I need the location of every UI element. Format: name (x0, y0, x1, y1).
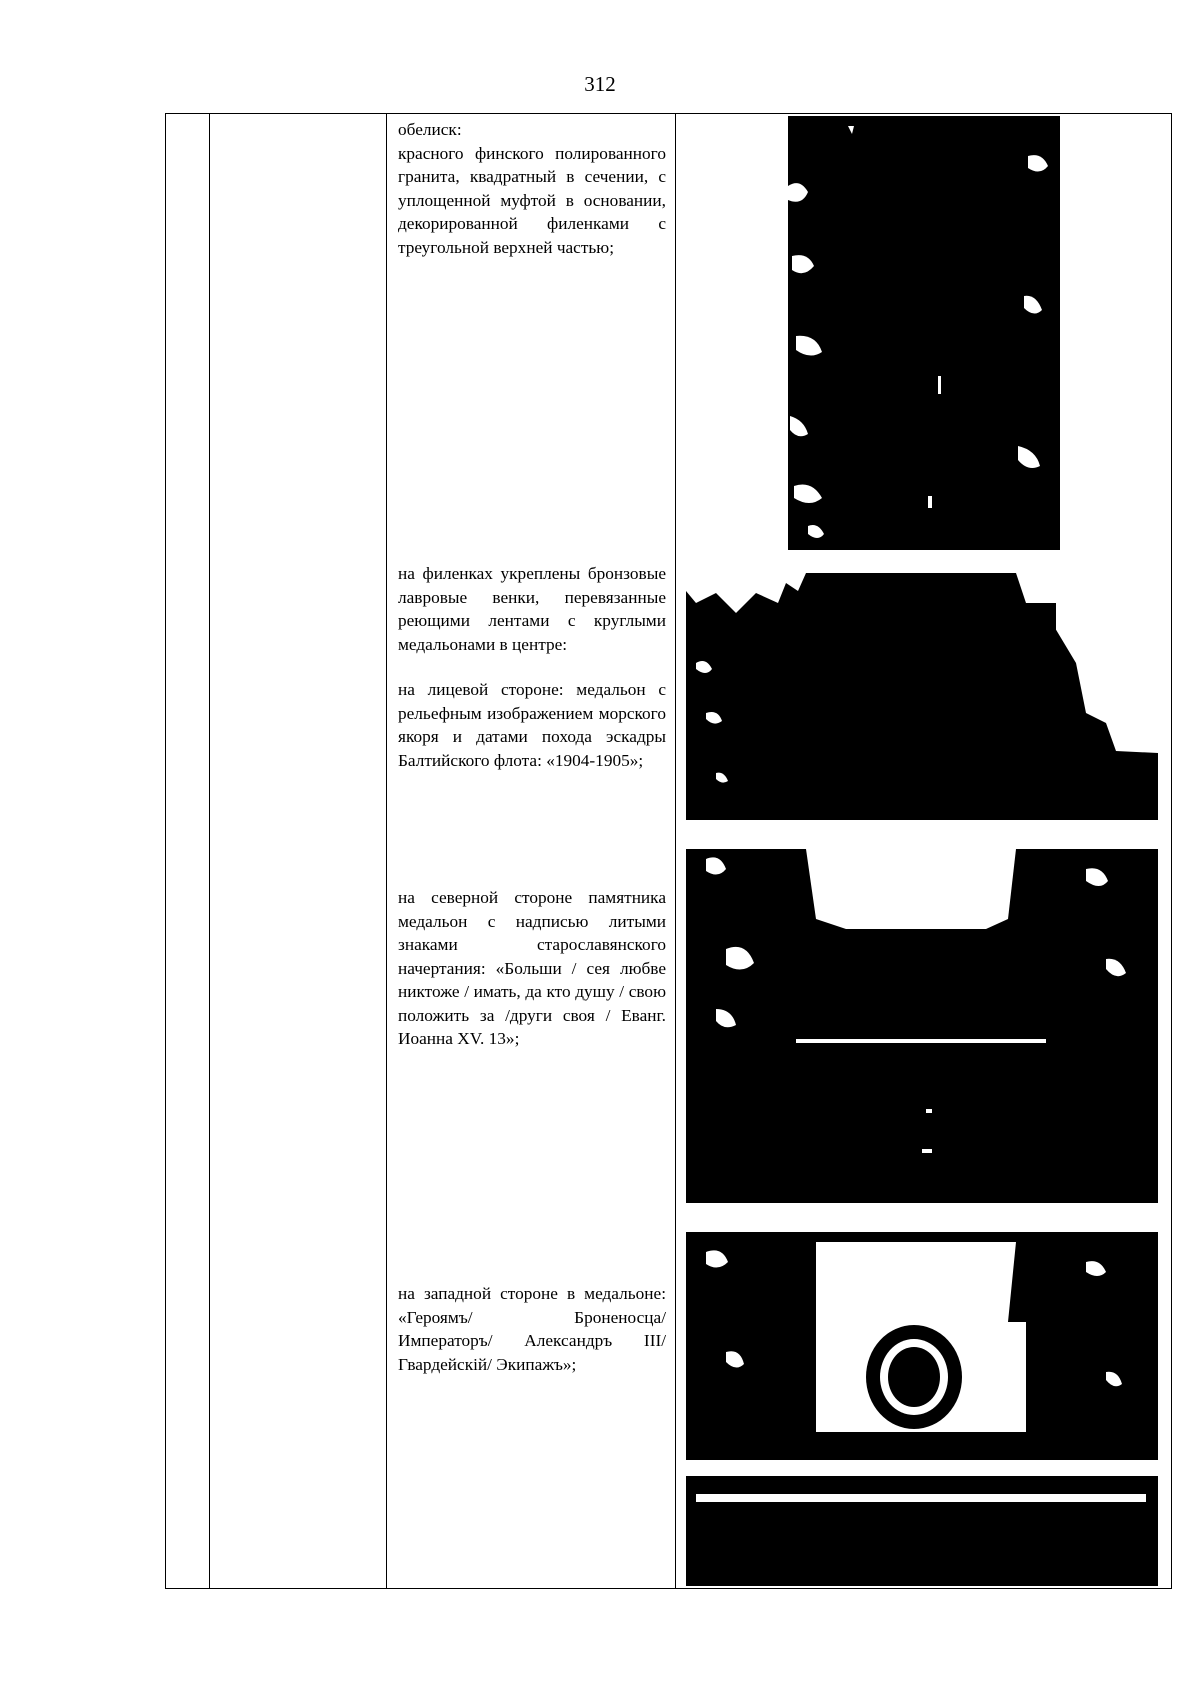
wreath-medallion-photo (686, 573, 1158, 820)
column-border-1 (165, 113, 166, 1589)
description-west-side (398, 1282, 666, 1376)
north-side-photo (686, 849, 1158, 1203)
paragraph: на западной стороне в медальоне: «Героямъ/ Броненосца/ Императоръ/ Александръ III/ Гвардейскій/ Экипажъ»; (398, 1284, 666, 1374)
paragraph: обелиск: (398, 120, 462, 139)
paragraph: красного финского полированного гранита, квадратный в сечении, с уплощенной муфтой в основании, декорированной филенками с треугольной верхней частью; (398, 143, 666, 257)
column-border-5 (1171, 113, 1172, 1589)
column-border-3 (386, 113, 387, 1589)
column-border-4 (675, 113, 676, 1589)
table-bottom-border (165, 1588, 1171, 1589)
description-wreaths (398, 562, 666, 772)
obelisk-photo (788, 116, 1060, 550)
description-obelisk (398, 118, 666, 259)
table-top-border (165, 113, 1171, 114)
description-north-side (398, 886, 666, 1051)
paragraph: на северной стороне памятника медальон с надписью литыми знаками старославянского начертания: «Больши / сея любве никтоже / имать, да кто душу / свою положить за /други своя / Еванг. Иоанна XV. 13»; (398, 888, 666, 1048)
page-number: 312 (584, 72, 616, 96)
column-border-2 (209, 113, 210, 1589)
west-side-photo (686, 1232, 1158, 1586)
paragraph: на филенках укреплены бронзовые лавровые венки, перевязанные реющими лентами с круглыми медальонами в центре: (398, 564, 666, 654)
paragraph: на лицевой стороне: медальон с рельефным изображением морского якоря и датами похода эскадры Балтийского флота: «1904-1905»; (398, 680, 666, 770)
